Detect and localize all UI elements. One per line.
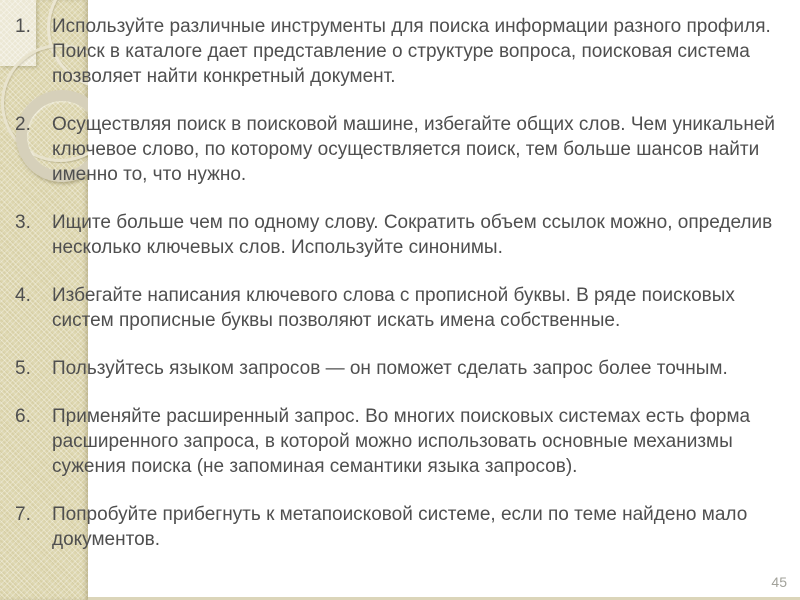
list-item xyxy=(15,112,793,187)
list-item xyxy=(15,283,793,333)
list-item xyxy=(15,210,793,260)
list-item-number: 4. xyxy=(15,285,31,306)
list-item xyxy=(15,356,793,381)
list-item-number: 7. xyxy=(15,504,31,525)
list-item xyxy=(15,404,793,479)
slide-body xyxy=(15,14,793,575)
list-item-text: Применяйте расширенный запрос. Во многих поисковых системах есть форма расширенного запроса, в которой можно использовать основные механизмы сужения поиска (не запоминая семантики языка запросов). xyxy=(52,406,751,477)
list-item-text: Попробуйте прибегнуть к метапоисковой системе, если по теме найдено мало документов. xyxy=(52,504,748,550)
list-item-text: Осуществляя поиск в поисковой машине, избегайте общих слов. Чем уникальней ключевое слово, по которому осуществляется поиск, тем больше шансов найти именно то, что нужно. xyxy=(52,114,776,185)
list-item-text: Пользуйтесь языком запросов — он поможет сделать запрос более точным. xyxy=(52,358,728,379)
list-item xyxy=(15,14,793,89)
list-item-number: 6. xyxy=(15,406,31,427)
list-item-number: 3. xyxy=(15,212,31,233)
list-item-text: Используйте различные инструменты для поиска информации разного профиля. Поиск в каталоге дает представление о структуре вопроса, поисковая система позволяет найти конкретный документ. xyxy=(52,16,771,87)
list-item-text: Избегайте написания ключевого слова с прописной буквы. В ряде поисковых систем прописные буквы позволяют искать имена собственные. xyxy=(52,285,735,331)
search-tips-list xyxy=(15,14,793,552)
list-item-number: 5. xyxy=(15,358,31,379)
list-item xyxy=(15,502,793,552)
list-item-number: 2. xyxy=(15,114,31,135)
slide-page-number: 45 xyxy=(771,574,787,590)
list-item-number: 1. xyxy=(15,16,31,37)
list-item-text: Ищите больше чем по одному слову. Сократить объем ссылок можно, определив несколько ключевых слов. Используйте синонимы. xyxy=(52,212,773,258)
